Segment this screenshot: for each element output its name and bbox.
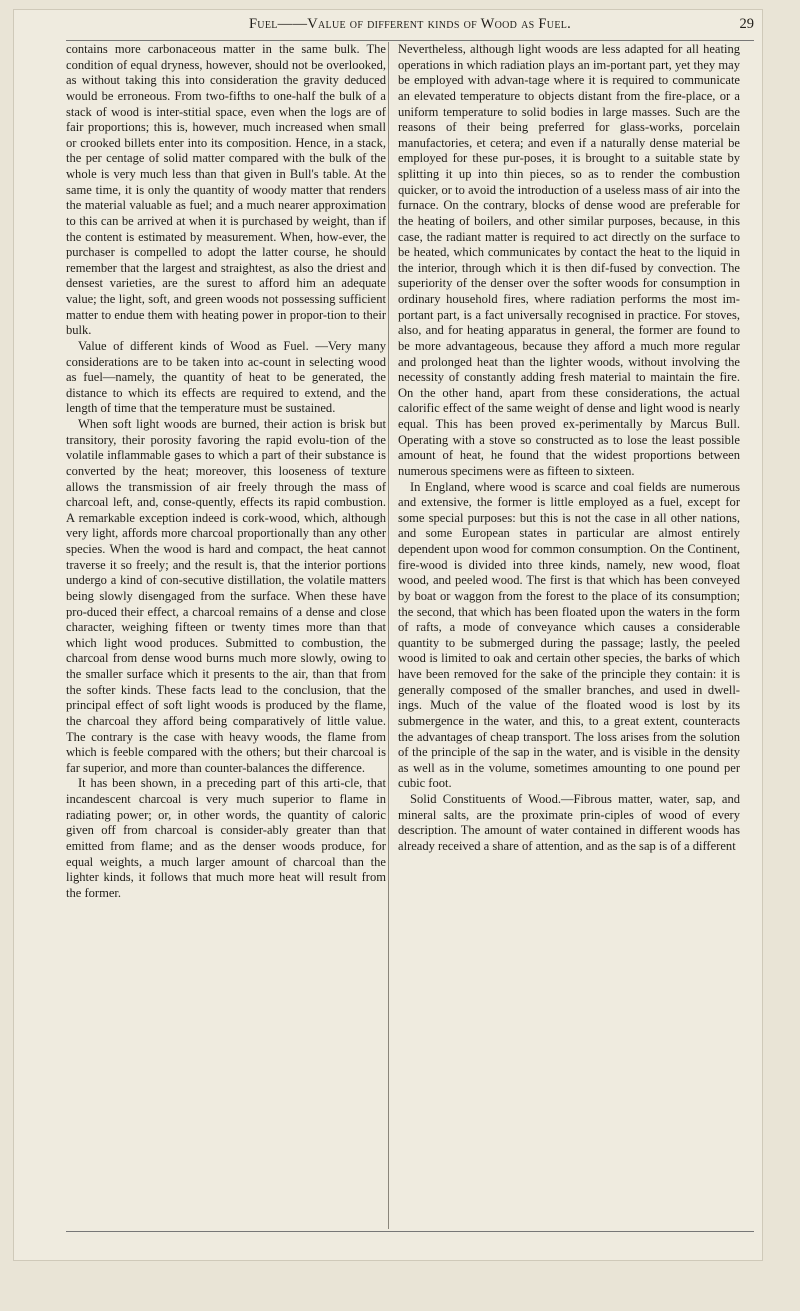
right-column	[398, 42, 740, 855]
running-title: Fuel——Value of different kinds of Wood as Fuel.	[248, 16, 572, 32]
paragraph: Value of different kinds of Wood as Fuel. —Very many considerations are to be taken into ac-count in selecting wood as fuel—namely, the quantity of heat to be generated, the distance to which its effects are required to extend, and the length of time that the temperature must be sustained.	[66, 338, 386, 416]
paragraph: Nevertheless, although light woods are less adapted for all heating operations in which radiation plays an im-portant part, yet they may be employed with advan-tage where it is required to communicate an elevated temperature to objects distant from the fire-place, or a uniform temperature to solid bodies in large masses. Such are the reasons of their being preferred for glass-works, porcelain manufactories, et cetera; and even if a naturally dense material be employed for these pur-poses, it is brought to a suitable state by splitting it up into thin pieces, so as to render the combustion quicker, or to avoid the introduction of a useless mass of air into the furnace. On the contrary, blocks of dense wood are preferable for the heating of boilers, and other similar purposes, because, in this case, the radiant matter is required to act directly on the surface to be heated, which communicates by contact the heat to the liquid in the interior, through which it is then dif-fused by convection. The superiority of the denser over the softer woods for consumption in ordinary household fires, where radiation performs the most im-portant part, is a fact universally recognised in practice. For stoves, also, and for heating apparatus in general, the former are found to be more advantageous, because they afford a much more regular and prolonged heat than the lighter woods, without involving the necessity of constantly adding fresh material to maintain the fire. On the other hand, apart from these considerations, the actual calorific effect of the same weight of dense and light wood is nearly equal. This has been proved ex-perimentally by Marcus Bull. Operating with a stove so constructed as to lose the least possible amount of heat, he found that the widest proportions between numerous specimens were as fifteen to sixteen.	[398, 42, 740, 478]
book-page	[14, 10, 762, 1260]
left-column	[66, 42, 386, 901]
paragraph: When soft light woods are burned, their action is brisk but transitory, their porosity favoring the rapid evolu-tion of the volatile inflammable gases to which a part of their substance is converted by the heat; moreover, this looseness of texture allows the transmission of air freely through the mass of charcoal left, and, conse-quently, effects its rapid combustion. A remarkable exception indeed is cork-wood, which, although very light, affords more charcoal proportionally than any other species. When the wood is hard and compact, the heat cannot traverse it so freely; and the result is, that the interior portions undergo a kind of con-secutive distillation, the volatile matters being slowly disengaged from the surface. When these have pro-duced their effect, a charcoal remains of a dense and close character, weighing fifteen or twenty times more than that which light wood produces. Submitted to combustion, the charcoal from dense wood burns much more slowly, owing to the smaller surface which it presents to the air, than that from the softer kinds. These facts lead to the conclusion, that the principal effect of soft light woods is produced by the flame, the charcoal they afford being comparatively of little value. The contrary is the case with heavy woods, the flame from which is feeble compared with the others; but their charcoal is far superior, and more than counter-balances the difference.	[66, 417, 386, 775]
footer-rule	[66, 1231, 754, 1232]
paragraph: contains more carbonaceous matter in the same bulk. The condition of equal dryness, however, should not be overlooked, as without taking this into consideration the gravity deduced would be erroneous. From two-fifths to one-half the bulk of a stack of wood is inter-stitial space, even when the logs are of fair proportions; this is, however, much increased when small or crooked billets enter into its composition. Hence, in a stack, the per centage of solid matter compared with the bulk of the whole is very much less than that given in Bull's table. At the same time, it is only the quantity of woody matter that renders the material valuable as fuel; and a much nearer approximation to this can be arrived at when it is purchased by weight, than if the content is estimated by measurement. When, how-ever, the purchaser is compelled to adopt the latter course, he should remember that the largest and straightest, as also the driest and densest varieties, are the surest to afford him an adequate value; the light, soft, and green woods not possessing sufficient matter to endue them with heating power in propor-tion to their bulk.	[66, 42, 386, 338]
page-number: 29	[739, 16, 754, 32]
column-divider	[388, 42, 389, 1229]
paragraph: In England, where wood is scarce and coal fields are numerous and extensive, the former is little employed as a fuel, except for some special purposes: but this is not the case in all other nations, and some European states in particular are almost entirely dependent upon wood for common consumption. On the Continent, fire-wood is divided into three kinds, namely, new wood, float wood, and peeled wood. The first is that which has been conveyed by boat or waggon from the forest to the place of its consumption; the second, that which has been floated upon the waters in the form of rafts, a mode of conveyance which causes a considerable quantity to be submerged during the passage; lastly, the peeled wood is limited to oak and certain other species, the barks of which have been removed for the sake of the principle they contain: it is generally composed of the smaller branches, and used in dwell-ings. Much of the value of the floated wood is lost by its submergence in the water, and this, to a great extent, counteracts the advantages of cheap transport. The loss arises from the solution of the principle of the sap in the water, and is visible in the density as well as in the volume, sometimes amounting to one pound per cubic foot.	[398, 479, 740, 791]
running-header	[66, 10, 754, 40]
header-rule	[66, 40, 754, 41]
paragraph: Solid Constituents of Wood.—Fibrous matter, water, sap, and mineral salts, are the proximate prin-ciples of wood of every description. The amount of water contained in different woods has already received a share of attention, and as the sap is of a different	[398, 792, 740, 853]
paragraph: It has been shown, in a preceding part of this arti-cle, that incandescent charcoal is very much superior to flame in radiating power; or, in other words, the quantity of caloric given off from charcoal is consider-ably greater than that emitted from flame; and as the denser woods produce, for equal weights, a much larger amount of charcoal than the lighter kinds, it follows that much more heat will result from the former.	[66, 776, 386, 900]
